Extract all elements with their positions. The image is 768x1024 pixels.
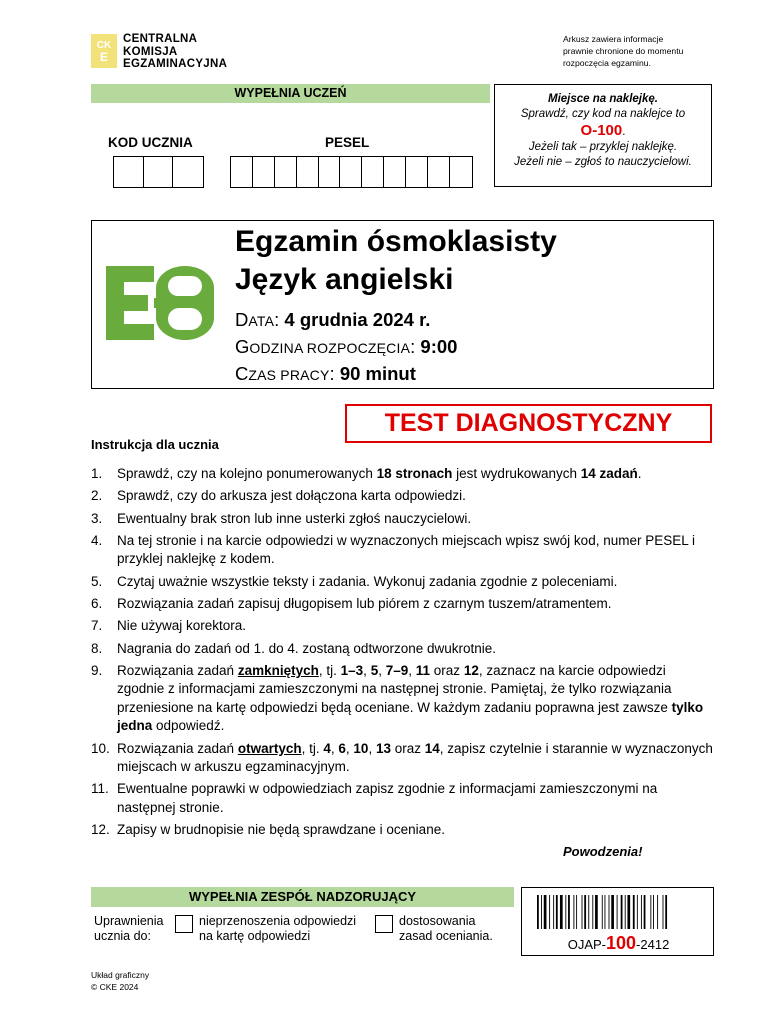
item-text: , — [345, 740, 354, 756]
kod-cell[interactable] — [173, 157, 203, 187]
sticker-line-5: Jeżeli nie – zgłoś to nauczycielowi. — [514, 156, 692, 168]
item-number: 9. — [91, 662, 103, 678]
item-text: , tj. — [301, 740, 324, 756]
item-text: , zapisz czytelnie i starannie w wyznaczonych miejscach w arkuszu egzaminacyjnym. — [117, 740, 713, 775]
item-bold: 6 — [338, 740, 346, 756]
logo-line-2: KOMISJA — [123, 45, 178, 58]
supervisor-fill-band: WYPEŁNIA ZESPÓŁ NADZORUJĄCY — [91, 887, 514, 907]
option2-line-1: dostosowania — [399, 914, 476, 928]
nieprzenoszenia-checkbox[interactable] — [175, 915, 193, 933]
instruction-item — [91, 595, 714, 614]
logo-text — [123, 33, 227, 71]
barcode-icon — [537, 895, 700, 929]
instructions-title: Instrukcja dla ucznia — [91, 437, 219, 452]
item-text: Rozwiązania zadań zapisuj długopisem lub piórem z czarnym tuszem/atramentem. — [117, 595, 612, 611]
item-number: 7. — [91, 618, 103, 634]
sticker-title: Miejsce na naklejkę. — [548, 93, 658, 105]
item-text: , tj. — [318, 662, 341, 678]
item-text: Sprawdź, czy na kolejno ponumerowanych — [117, 466, 377, 481]
kod-ucznia-field[interactable] — [113, 156, 204, 188]
exam-title-line-1: Egzamin ósmoklasisty — [235, 225, 557, 258]
duration-value: 90 minut — [339, 363, 416, 384]
item-underlined: otwartych — [237, 740, 302, 756]
permissions-label-line-1: Uprawnienia — [94, 914, 164, 928]
pesel-field[interactable] — [230, 156, 473, 188]
svg-text:E: E — [99, 50, 109, 64]
item-number: 1. — [91, 466, 103, 481]
kod-ucznia-label: KOD UCZNIA — [108, 135, 193, 150]
item-number: 5. — [91, 573, 103, 589]
item-text: odpowiedź. — [152, 718, 225, 734]
item-bold: 18 stronach — [376, 466, 453, 481]
item-text: Rozwiązania zadań — [117, 662, 238, 678]
item-number: 10. — [91, 740, 110, 756]
logo-line-1: CENTRALNA — [123, 33, 198, 45]
footer-line-2: © CKE 2024 — [91, 982, 139, 992]
pesel-cell[interactable] — [384, 157, 406, 187]
item-text: Ewentualne poprawki w odpowiedziach zapisz zgodnie z informacjami zamieszczonymi na następnej stronie. — [117, 781, 658, 815]
instruction-item — [91, 510, 714, 529]
instruction-item — [91, 662, 714, 736]
instruction-item — [91, 573, 714, 592]
item-text: , zaznacz na karcie odpowiedzi zgodnie z informacjami zamieszczonymi na następnej stronie. Pamiętaj, że tylko rozwiązania przeniesione na kartę odpowiedzi będą oceniane. W każdym zadaniu poprawna jest zawsze — [117, 662, 672, 715]
item-bold: 11 — [415, 662, 431, 678]
exam-title — [235, 223, 557, 299]
item-text: Czytaj uważnie wszystkie teksty i zadania. Wykonuj zadania zgodnie z poleceniami. — [117, 573, 618, 589]
item-text: Sprawdź, czy do arkusza jest dołączona karta odpowiedzi. — [117, 488, 466, 504]
sticker-line-2: Sprawdź, czy kod na naklejce to — [520, 108, 686, 120]
legal-line-1: Arkusz zawiera informacje — [563, 34, 664, 44]
dostosowania-checkbox[interactable] — [375, 915, 393, 933]
legal-line-2: prawnie chronione do momentu — [563, 46, 684, 56]
item-bold: 12 — [463, 662, 479, 678]
option1-line-2: na kartę odpowiedzi — [199, 929, 311, 943]
item-bold: 5 — [370, 662, 379, 678]
svg-text:CK: CK — [96, 40, 112, 51]
item-text: , — [368, 740, 376, 756]
pesel-cell[interactable] — [362, 157, 384, 187]
instruction-item — [91, 740, 714, 777]
item-underlined: zamkniętych — [237, 662, 319, 678]
item-text: Ewentualny brak stron lub inne usterki zgłoś nauczycielowi. — [117, 510, 472, 526]
barcode-box — [521, 887, 714, 956]
date-label: ATA — [248, 313, 275, 329]
item-bold: 14 zadań — [580, 466, 638, 481]
item-text: Zapisy w brudnopisie nie będą sprawdzane i oceniane. — [117, 822, 445, 838]
footer — [91, 969, 149, 993]
pesel-cell[interactable] — [275, 157, 297, 187]
pesel-cell[interactable] — [231, 157, 253, 187]
exam-start-time: GODZINA ROZPOCZĘCIA: 9:00 — [235, 336, 458, 357]
item-number: 6. — [91, 595, 103, 611]
item-text: oraz — [391, 740, 425, 756]
item-bold: 10 — [353, 740, 369, 756]
instruction-item — [91, 487, 714, 506]
legal-line-3: rozpoczęcia egzaminu. — [563, 58, 651, 68]
item-text: Na tej stronie i na karcie odpowiedzi w wyznaczonych miejscach wpisz swój kod, numer PESEL i przyklej naklejkę z kodem. — [117, 532, 695, 567]
exam-date: DATA: 4 grudnia 2024 r. — [235, 309, 431, 330]
item-number: 2. — [91, 488, 103, 504]
exam-title-box — [91, 220, 714, 389]
legal-notice — [563, 33, 743, 69]
barcode-suffix: -2412 — [636, 937, 670, 952]
option1-line-1: nieprzenoszenia odpowiedzi — [199, 914, 357, 928]
logo-line-3: EGZAMINACYJNA — [123, 58, 228, 70]
item-text: . — [637, 466, 642, 481]
item-bold: 4 — [323, 740, 331, 756]
instruction-item — [91, 640, 714, 659]
start-value: 9:00 — [420, 336, 458, 357]
instruction-item — [91, 821, 714, 840]
e8-logo-icon — [104, 264, 216, 342]
kod-cell[interactable] — [144, 157, 174, 187]
item-number: 8. — [91, 640, 103, 656]
cke-logo — [91, 32, 241, 72]
item-number: 3. — [91, 510, 103, 526]
date-value: 4 grudnia 2024 r. — [284, 309, 431, 330]
item-bold: 7–9 — [385, 662, 409, 678]
item-text: , — [378, 662, 386, 678]
instruction-item — [91, 617, 714, 636]
item-number: 11. — [91, 781, 109, 797]
nieprzenoszenia-label — [199, 914, 356, 944]
kod-cell[interactable] — [114, 157, 144, 187]
pesel-cell[interactable] — [319, 157, 341, 187]
sticker-line-4: Jeżeli tak – przyklej naklejkę. — [528, 141, 678, 153]
pesel-cell[interactable] — [340, 157, 362, 187]
exam-duration: CZAS PRACY: 90 minut — [235, 363, 416, 384]
dostosowania-label — [399, 914, 493, 944]
instruction-item — [91, 465, 714, 484]
sticker-code: O-100 — [580, 122, 623, 139]
student-fill-band: WYPEŁNIA UCZEŃ — [91, 84, 490, 103]
barcode-number: 100 — [606, 933, 637, 953]
footer-line-1: Układ graficzny — [91, 970, 150, 980]
item-text: oraz — [430, 662, 464, 678]
item-text: , — [363, 662, 371, 678]
item-number: 12. — [91, 822, 110, 838]
item-text: jest wydrukowanych — [452, 466, 581, 481]
item-bold: 14 — [424, 740, 440, 756]
instruction-item — [91, 780, 714, 817]
sticker-area[interactable] — [494, 84, 712, 187]
item-bold: 1–3 — [340, 662, 364, 678]
item-text: Nagrania do zadań od 1. do 4. zostaną odtworzone dwukrotnie. — [117, 640, 497, 656]
item-text: Nie używaj korektora. — [117, 618, 247, 634]
start-cap: G — [235, 336, 250, 357]
sticker-code-dot: . — [622, 126, 626, 138]
pesel-cell[interactable] — [253, 157, 275, 187]
item-number: 4. — [91, 532, 103, 548]
pesel-label: PESEL — [325, 135, 370, 150]
instructions-list — [91, 465, 714, 844]
duration-label: ZAS PRACY — [248, 367, 330, 383]
item-text: , — [408, 662, 416, 678]
permissions-label-line-2: ucznia do: — [94, 929, 151, 943]
item-text: Rozwiązania zadań — [117, 740, 238, 756]
permissions-label — [94, 914, 163, 944]
start-label: ODZINA ROZPOCZĘCIA — [249, 340, 411, 356]
pesel-cell[interactable] — [297, 157, 319, 187]
duration-cap: C — [235, 363, 249, 384]
date-cap: D — [235, 309, 249, 330]
pesel-cell[interactable] — [450, 157, 472, 187]
pesel-cell[interactable] — [406, 157, 428, 187]
barcode-prefix: OJAP- — [567, 937, 606, 952]
instruction-item — [91, 532, 714, 569]
pesel-cell[interactable] — [428, 157, 450, 187]
test-diagnostyczny-label: TEST DIAGNOSTYCZNY — [345, 404, 712, 443]
item-text: , — [330, 740, 339, 756]
item-bold: 13 — [375, 740, 391, 756]
cke-logo-mark — [91, 34, 117, 68]
good-luck-text: Powodzenia! — [563, 844, 643, 859]
exam-subject: Język angielski — [235, 263, 454, 296]
option2-line-2: zasad oceniania. — [399, 929, 493, 943]
barcode-code — [522, 933, 715, 954]
item-bold: tylko jedna — [117, 699, 704, 734]
